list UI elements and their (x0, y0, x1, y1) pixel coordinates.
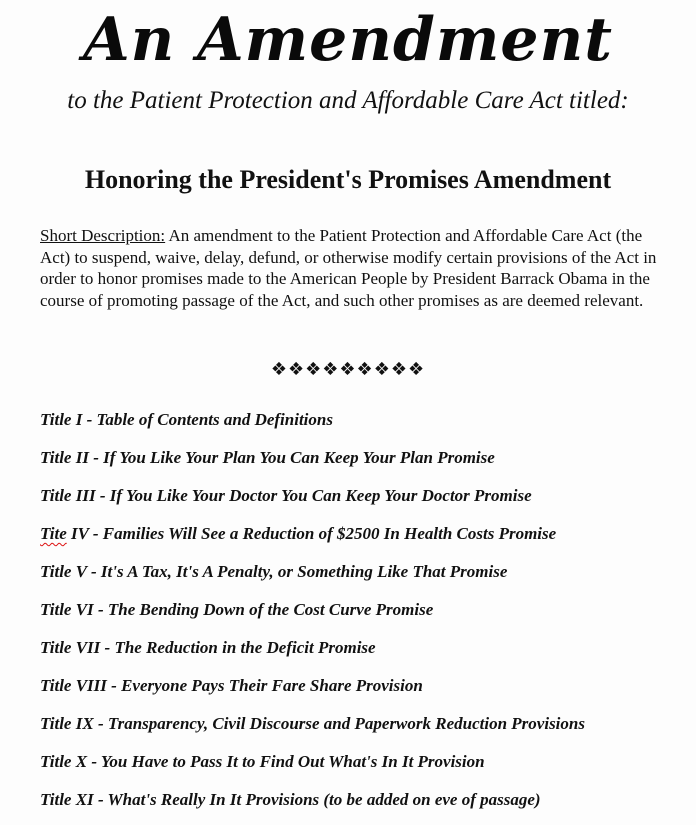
title-item-10 (40, 750, 680, 788)
title-item-4 (40, 522, 680, 560)
title-prefix: Title VIII (40, 676, 107, 695)
title-prefix: Title XI (40, 790, 94, 809)
titles-list (40, 408, 680, 826)
document-title: An Amendment (83, 5, 613, 75)
short-description (40, 225, 670, 311)
title-text: IV - Families Will See a Reduction of $2500 In Health Costs Promise (66, 524, 557, 543)
title-prefix: Title II (40, 448, 89, 467)
short-description-text: An amendment to the Patient Protection and Affordable Care Act (the Act) to suspend, waive, delay, defund, or otherwise modify certain provisions of the Act in order to honor promises made to the American People by President Barrack Obama in the course of promoting passage of the Act, and such other promises as are deemed relevant. (40, 226, 657, 310)
title-prefix: Title IX (40, 714, 94, 733)
title-text: - Everyone Pays Their Fare Share Provision (106, 676, 423, 695)
title-prefix: Title I (40, 410, 83, 429)
title-item-5 (40, 560, 680, 598)
title-prefix: Title VI (40, 600, 94, 619)
title-item-3 (40, 484, 680, 522)
short-description-label: Short Description: (40, 226, 166, 245)
title-item-6 (40, 598, 680, 636)
title-text: - The Reduction in the Deficit Promise (100, 638, 376, 657)
ornament-divider: ❖❖❖❖❖❖❖❖❖ (270, 359, 426, 380)
title-item-8 (40, 674, 680, 712)
title-text: - If You Like Your Doctor You Can Keep Your Doctor Promise (95, 486, 532, 505)
title-text: - The Bending Down of the Cost Curve Promise (93, 600, 434, 619)
title-prefix: Title VII (40, 638, 101, 657)
title-text: - It's A Tax, It's A Penalty, or Something Like That Promise (86, 562, 508, 581)
title-text: - Table of Contents and Definitions (82, 410, 333, 429)
title-prefix: Title III (40, 486, 96, 505)
title-text: - Transparency, Civil Discourse and Paperwork Reduction Provisions (93, 714, 585, 733)
title-item-11 (40, 788, 680, 826)
title-item-9 (40, 712, 680, 750)
title-item-2 (40, 446, 680, 484)
amendment-name-heading: Honoring the President's Promises Amendment (84, 165, 612, 194)
title-text: - What's Really In It Provisions (to be added on eve of passage) (93, 790, 541, 809)
title-text: - If You Like Your Plan You Can Keep Your Plan Promise (88, 448, 495, 467)
title-prefix-misspelled: Tite (40, 524, 67, 543)
title-prefix: Title V (40, 562, 87, 581)
document-subtitle: to the Patient Protection and Affordable Care Act titled: (67, 87, 629, 114)
title-text: - You Have to Pass It to Find Out What's In It Provision (87, 752, 485, 771)
title-prefix: Title X (40, 752, 88, 771)
title-item-7 (40, 636, 680, 674)
title-item-1 (40, 408, 680, 446)
